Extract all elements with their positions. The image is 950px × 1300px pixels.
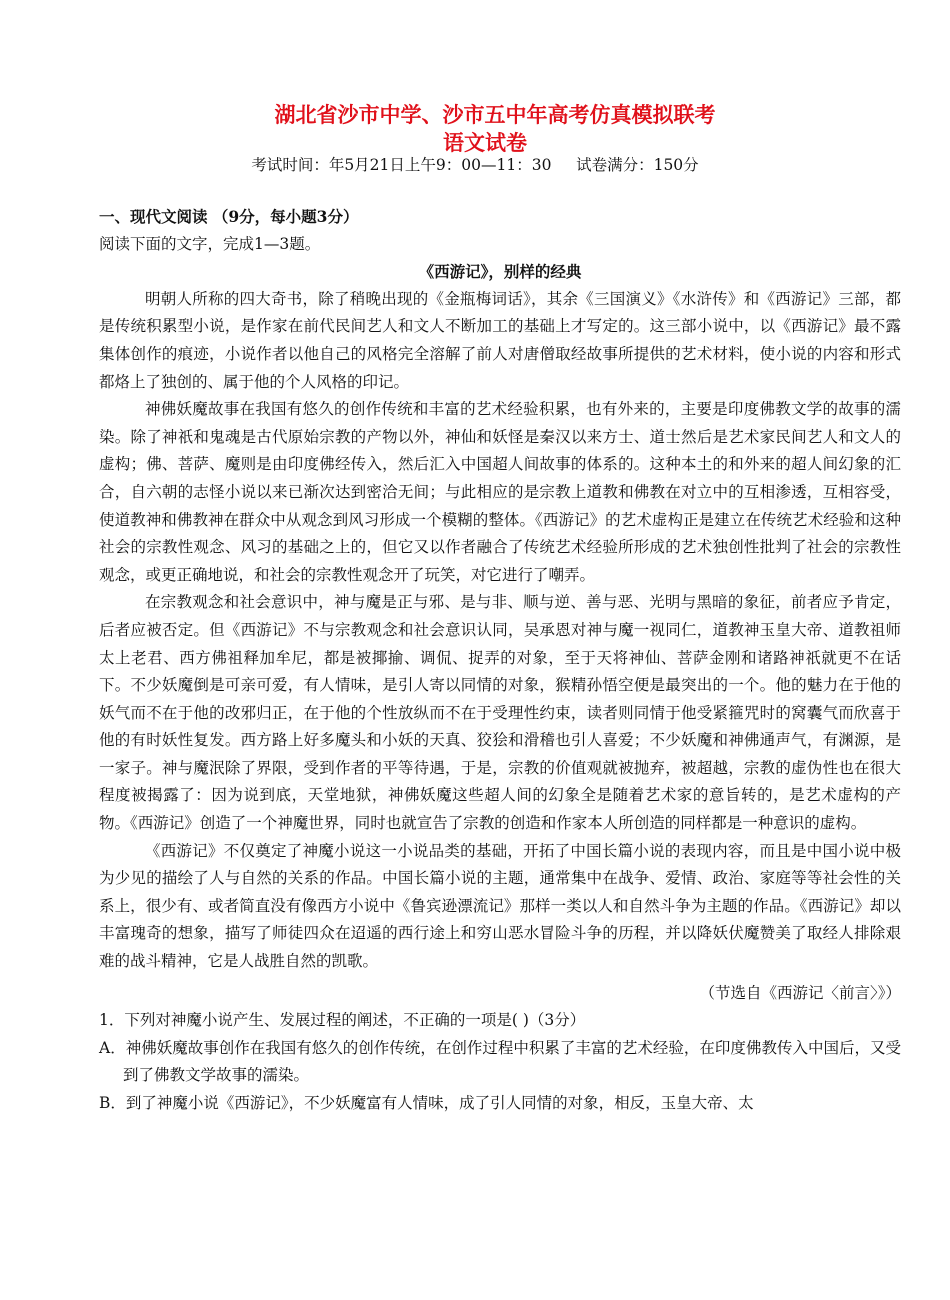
article-paragraph: 在宗教观念和社会意识中，神与魔是正与邪、是与非、顺与逆、善与恶、光明与黑暗的象征，前者应予肯定，后者应被否定。但《西游记》不与宗教观念和社会意识认同，吴承恩对神与魔一视同仁，道教神玉皇大帝、道教祖师太上老君、西方佛祖释加牟尼，都是被揶揄、调侃、捉弄的对象，至于天将神仙、菩萨金刚和诸路神祇就更不在话下。不少妖魔倒是可亲可爱，有人情味，是引人寄以同情的对象，猴精孙悟空便是最突出的一个。他的魅力在于他的妖气而不在于他的改邪归正，在于他的个性放纵而不在于受理性约束，读者则同情于他受紧箍咒时的窝囊气而欣喜于他的有时妖性复发。西方路上好多魔头和小妖的天真、狡狯和滑稽也引人喜爱；不少妖魔和神佛通声气，有渊源，是一家子。神与魔泯除了界限，受到作者的平等待遇，于是，宗教的价值观就被抛弃，被超越，宗教的虚伪性也在很大程度被揭露了：因为说到底，天堂地狱，神佛妖魔这些超人间的幻象全是随着艺术家的意旨转的，是艺术虚构的产物。《西游记》创造了一个神魔世界，同时也就宣告了宗教的创造和作家本人所创造的同样都是一种意识的虚构。 <box>99 593 901 833</box>
exam-title: 湖北省沙市中学、沙市五中年高考仿真模拟联考 <box>274 102 716 127</box>
option-b-text: B．到了神魔小说《西游记》，不少妖魔富有人情味，成了引人同情的对象，相反，玉皇大帝、太 <box>99 1094 754 1112</box>
full-score: 试卷满分：150分 <box>576 156 699 174</box>
question-stem: 1．下列对神魔小说产生、发展过程的阐述，不正确的一项是( )（3分） <box>99 1011 586 1030</box>
article-paragraph: 明朝人所称的四大奇书，除了稍晚出现的《金瓶梅词话》，其余《三国演义》《水浒传》和《西游记》三部，都是传统积累型小说，是作家在前代民间艺人和文人不断加工的基础上才写定的。这三部小说中，以《西游记》最不露集体创作的痕迹，小说作者以他自己的风格完全溶解了前人对唐僧取经故事所提供的艺术材料，使小说的内容和形式都烙上了独创的、属于他的个人风格的印记。 <box>99 289 901 391</box>
article-paragraph: 神佛妖魔故事在我国有悠久的创作传统和丰富的艺术经验积累，也有外来的，主要是印度佛教文学的故事的濡染。除了神祇和鬼魂是古代原始宗教的产物以外，神仙和妖怪是秦汉以来方士、道士然后是艺术家民间艺人和文人的虚构；佛、菩萨、魔则是由印度佛经传入，然后汇入中国超人间故事的体系的。这种本土的和外来的超人间幻象的汇合，自六朝的志怪小说以来已渐次达到密洽无间；与此相应的是宗教上道教和佛教在对立中的互相渗透，互相容受，使道教神和佛教神在群众中从观念到风习形成一个模糊的整体。《西游记》的艺术虚构正是建立在传统艺术经验和这种社会的宗教性观念、风习的基础之上的，但它又以作者融合了传统艺术经验所形成的艺术独创性批判了社会的宗教性观念，或更正确地说，和社会的宗教性观念开了玩笑，对它进行了嘲弄。 <box>99 400 901 584</box>
question-option <box>99 1035 901 1090</box>
article-paragraph: 《西游记》不仅奠定了神魔小说这一小说品类的基础，开拓了中国长篇小说的表现内容，而且是中国小说中极为少见的描绘了人与自然的关系的作品。中国长篇小说的主题，通常集中在战争、爱情、政治、家庭等等社会性的关系上，很少有、或者简直没有像西方小说中《鲁宾逊漂流记》那样一类以人和自然斗争为主题的作品。《西游记》却以丰富瑰奇的想象，描写了师徒四众在迢遥的西行途上和穷山恶水冒险斗争的历程，并以降妖伏魔赞美了取经人排除艰难的战斗精神，它是人战胜自然的凯歌。 <box>99 841 901 971</box>
section-heading: 一、现代文阅读 （9分，每小题3分） <box>99 207 359 226</box>
article-source: （节选自《西游记〈前言〉》） <box>699 983 901 1002</box>
section-instruction: 阅读下面的文字，完成1—3题。 <box>99 234 321 253</box>
option-a-text: A．神佛妖魔故事创作在我国有悠久的创作传统，在创作过程中积累了丰富的艺术经验，在印度佛教传入中国后，又受到了佛教文学故事的濡染。 <box>99 1038 901 1085</box>
article-title: 《西游记》，别样的经典 <box>418 262 582 282</box>
exam-subject-title: 语文试卷 <box>443 130 527 155</box>
exam-info-line <box>0 153 950 177</box>
exam-time: 考试时间：年5月21日上午9：00—11：30 <box>251 156 552 174</box>
question-option <box>99 1090 901 1118</box>
exam-content <box>99 203 901 1118</box>
spacer <box>551 156 576 174</box>
